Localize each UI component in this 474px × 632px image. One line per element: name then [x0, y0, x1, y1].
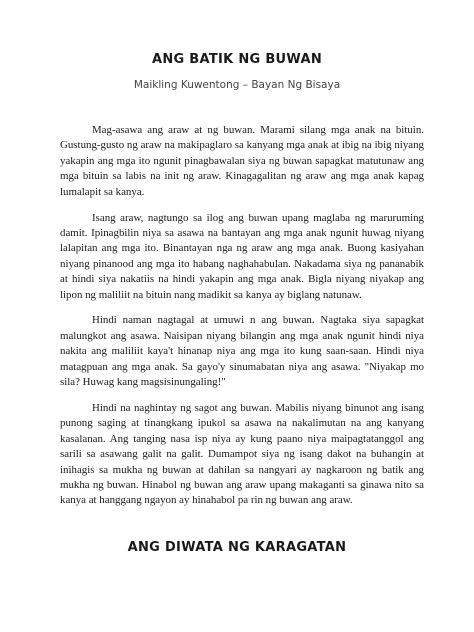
story-body	[60, 123, 424, 519]
paragraph-2: Isang araw, nagtungo sa ilog ang buwan upang maglaba ng maruruming damit. Ipinagbilin niya sa asawa na bantayan ang mga anak ngunit huwag niyang lalapitan ang mga ito. Binantayan nga ng araw ang mga anak. Buong kasiyahan niyang pinanood ang mga ito habang naghahabulan. Nakadama siya ng pananabik at hindi siya nakatiis na hindi yakapin ang mga anak. Bigla niyang niyakap ang lipon ng maliliit na bituin nang madikit sa kanya ay biglang natunaw.	[60, 211, 424, 301]
next-story-title: ANG DIWATA NG KARAGATAN	[127, 540, 347, 555]
paragraph-4: Hindi na naghintay ng sagot ang buwan. Mabilis niyang binunot ang isang punong saging at tinangkang ipukol sa asawa na nakalimutan na ang kanyang kasalanan. Ang tanging nasa isp niya ay kung paano niya maipagtatanggol ang sarili sa asawang galit na galit. Dumampot siya ng isang dakot na buhangin at inihagis sa mukha ng buwan at dahilan sa nangyari ay nagkaroon ng batik ang mukha ng buwan. Hinabol ng buwan ang araw upang makaganti sa ginawa nito sa kanya at hanggang ngayon ay hinahabol pa rin ng buwan ang araw.	[60, 402, 424, 507]
paragraph-3: Hindi naman nagtagal at umuwi n ang buwan. Nagtaka siya sapagkat malungkot ang asawa. Naisipan niyang bilangin ang mga anak ngunit hindi niya nakita ang maliliit kaya't hinanap niya ang mga ito kung saan-saan. Hindi niya matagpuan ang mga anak. Sa gayo'y sinumabatan niya ang asawa. "Niyakap mo sila? Huwag kang magsisinungaling!"	[60, 314, 424, 389]
paragraph-1: Mag-asawa ang araw at ng buwan. Marami silang mga anak na bituin. Gustung-gusto ng araw na makipaglaro sa kanyang mga anak at ibig na ibig niyang yakapin ang mga ito ngunit pinagbawalan siya ng buwan sapagkat matutunaw ang mga bituin sa labis na init ng araw. Kinagagalitan ng araw ang mga anak kapag lumalapit sa kanya.	[60, 124, 424, 198]
story-subtitle: Maikling Kuwentong – Bayan Ng Bisaya	[133, 79, 341, 91]
story-title: ANG BATIK NG BUWAN	[151, 52, 323, 67]
